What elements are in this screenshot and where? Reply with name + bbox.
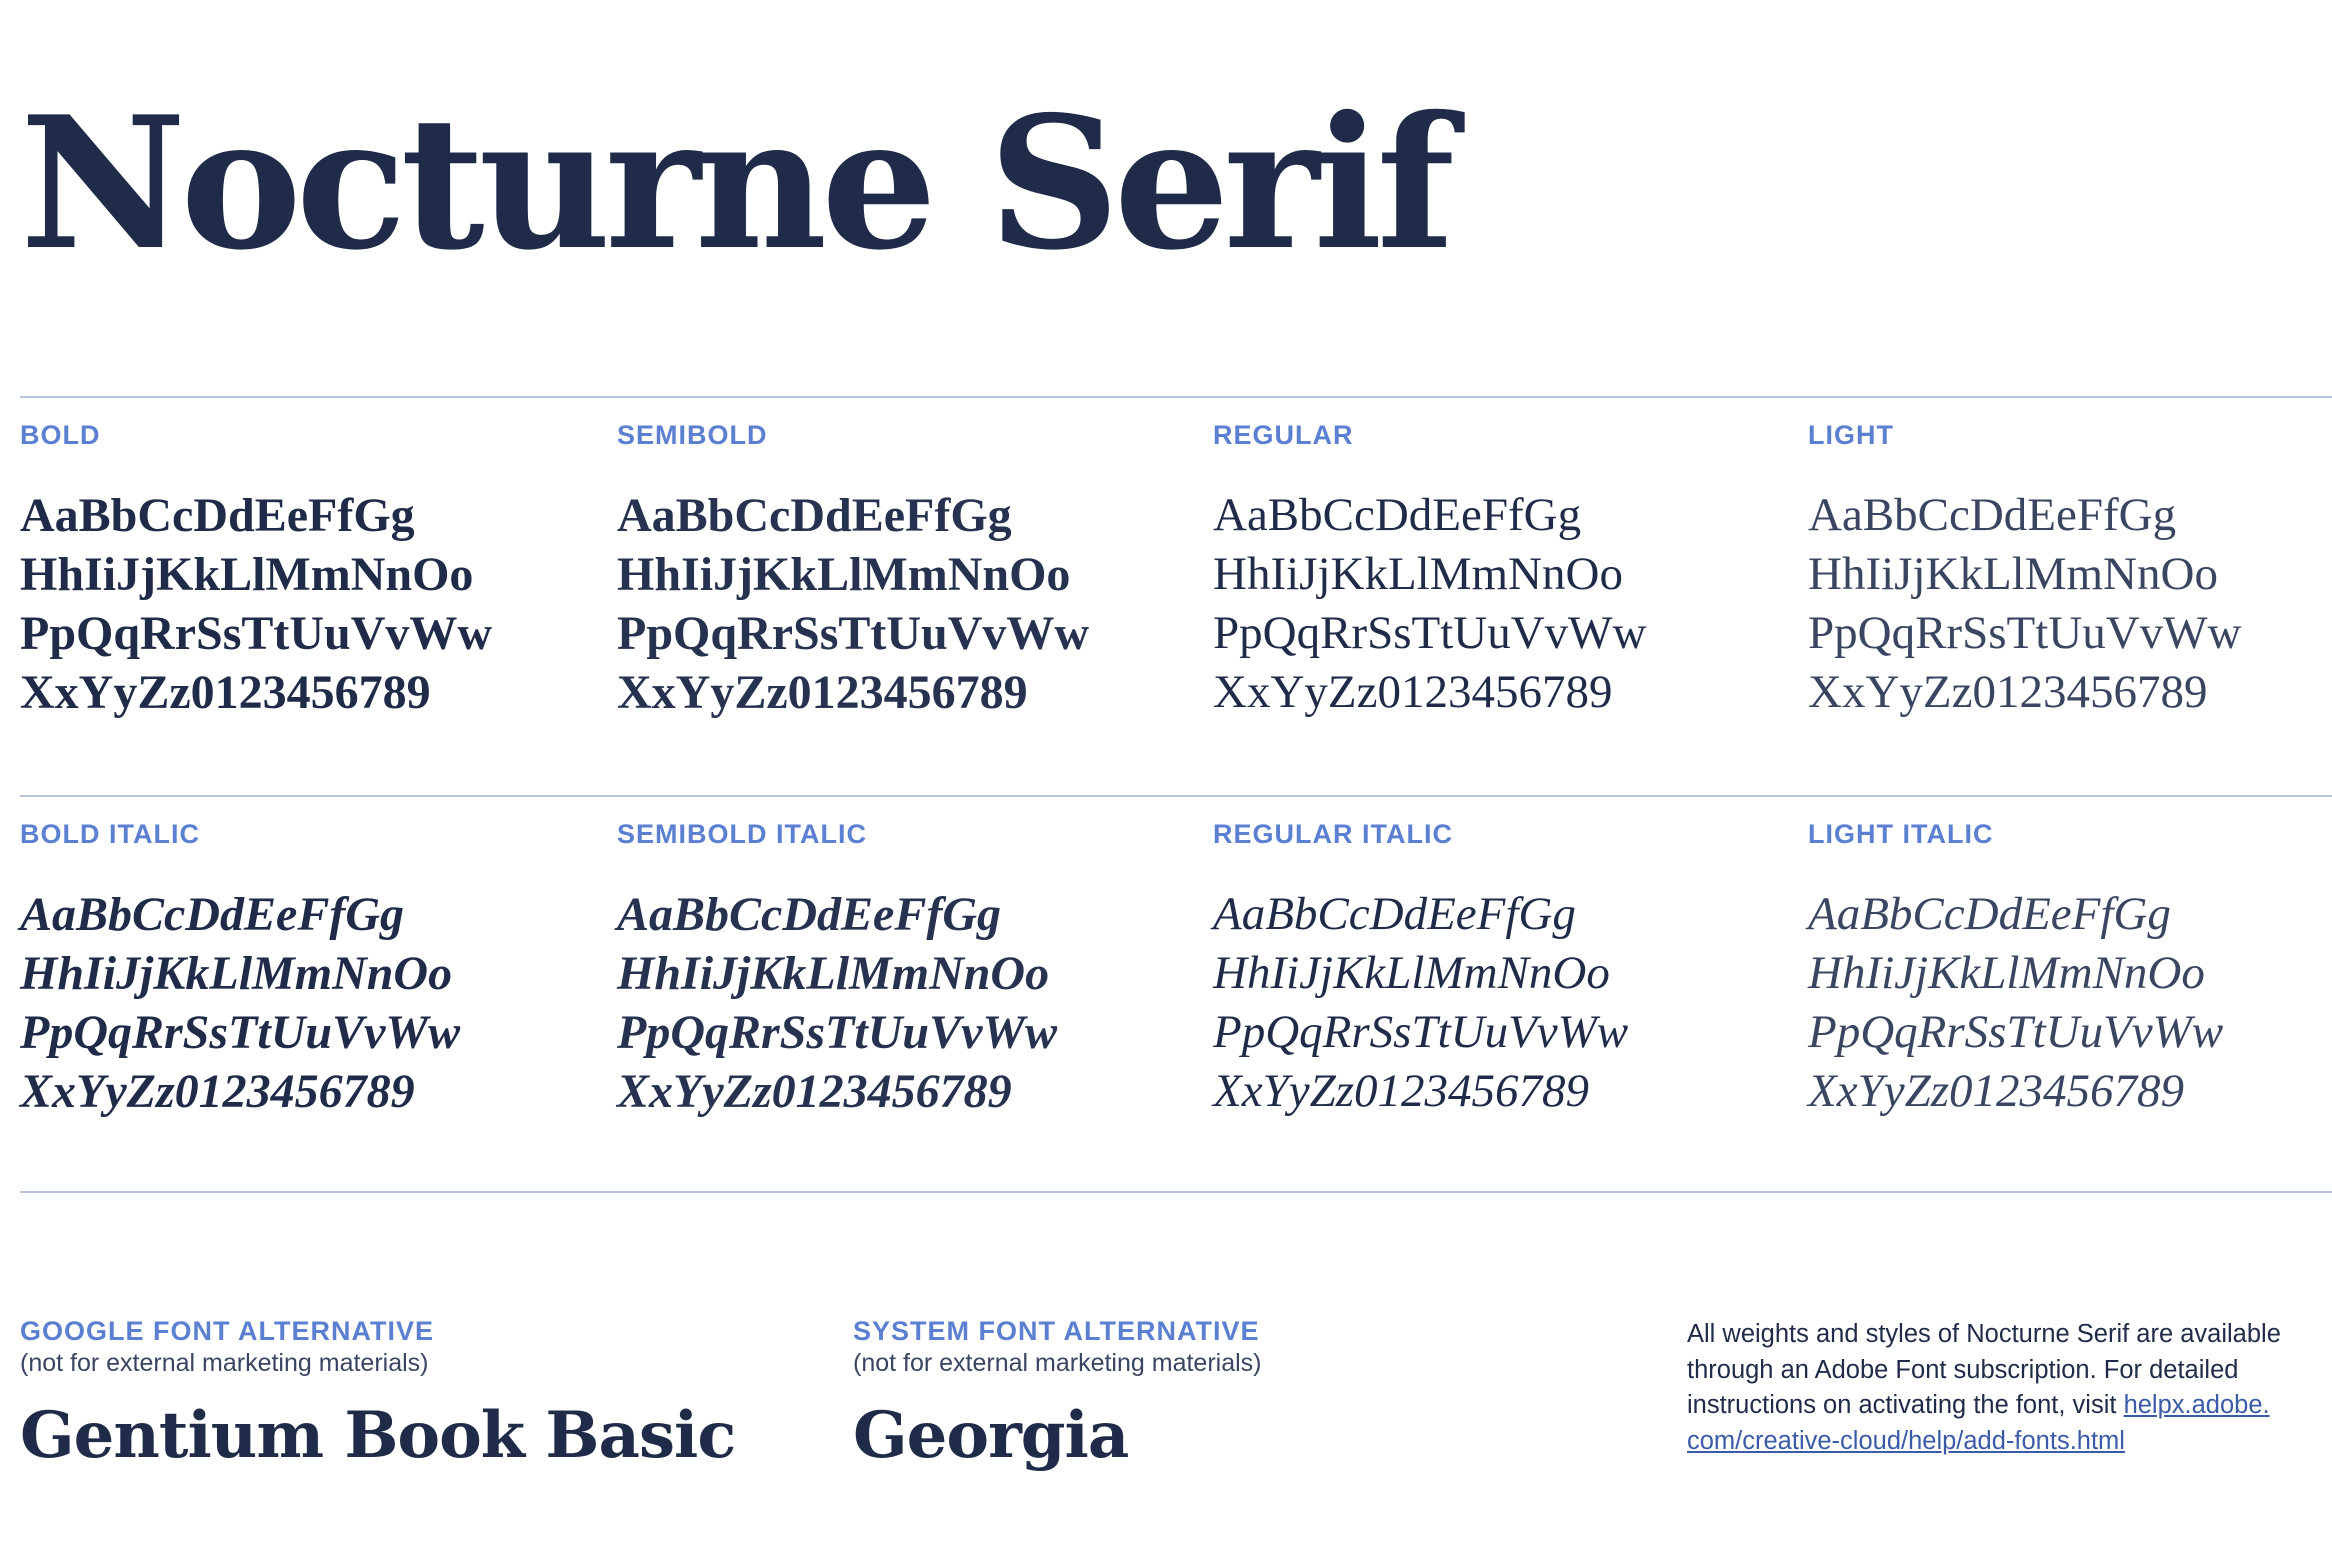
specimen [1808,486,2332,722]
specimen-line: HhIiJjKkLlMmNnOo [617,548,1071,601]
specimen [617,885,1207,1121]
adobe-help-link-continued[interactable]: com/creative-cloud/help/add-fonts.html [1687,1426,2125,1455]
style-label: SEMIBOLD [617,420,768,450]
style-label: SEMIBOLD ITALIC [617,819,867,849]
alt-font-name: Gentium Book Basic [20,1398,736,1473]
specimen-line: XxYyZz0123456789 [1808,1065,2184,1117]
style-semibold-italic [617,821,1207,1121]
specimen [1808,885,2332,1121]
availability-note [1687,1317,2297,1459]
specimen-line: HhIiJjKkLlMmNnOo [1213,548,1623,600]
specimen-line: PpQqRrSsTtUuVvWw [1213,1006,1629,1058]
specimen-line: XxYyZz0123456789 [1213,666,1613,718]
specimen-line: HhIiJjKkLlMmNnOo [20,947,453,1000]
specimen-line: HhIiJjKkLlMmNnOo [1808,548,2218,600]
specimen-line: PpQqRrSsTtUuVvWw [1808,1006,2224,1058]
style-regular-italic [1213,821,1803,1121]
alt-note: (not for external marketing materials) [853,1349,1262,1377]
style-light-italic [1808,821,2332,1121]
specimen-line: AaBbCcDdEeFfGg [617,489,1012,542]
style-label: BOLD ITALIC [20,819,200,849]
info-line: through an Adobe Font subscription. For detailed [1687,1355,2239,1384]
page-title: Nocturne Serif [20,76,1449,290]
specimen-line: AaBbCcDdEeFfGg [1213,888,1576,940]
alt-label: GOOGLE FONT ALTERNATIVE [20,1316,434,1346]
specimen-line: PpQqRrSsTtUuVvWw [617,1006,1058,1059]
divider-bottom [20,1191,2332,1193]
specimen-line: XxYyZz0123456789 [1808,666,2208,718]
info-line: All weights and styles of Nocturne Serif are available [1687,1320,2281,1348]
specimen-line: PpQqRrSsTtUuVvWw [1213,607,1647,659]
style-label: LIGHT ITALIC [1808,819,1994,849]
google-font-alternative [20,1316,736,1473]
style-bold [20,422,610,722]
specimen-line: AaBbCcDdEeFfGg [1808,489,2177,541]
specimen-line: XxYyZz0123456789 [617,666,1028,719]
divider-top [20,396,2332,398]
specimen [1213,885,1803,1121]
specimen-line: PpQqRrSsTtUuVvWw [1808,607,2242,659]
style-label: LIGHT [1808,420,1894,450]
specimen-line: XxYyZz0123456789 [20,1065,415,1118]
specimen [20,486,610,722]
style-semibold [617,422,1207,722]
specimen [20,885,610,1121]
specimen [617,486,1207,722]
system-font-alternative [853,1316,1262,1473]
specimen [1213,486,1803,722]
adobe-help-link[interactable]: helpx.adobe. [2123,1391,2270,1419]
specimen-line: XxYyZz0123456789 [1213,1065,1589,1117]
specimen-line: HhIiJjKkLlMmNnOo [1213,947,1610,999]
specimen-line: AaBbCcDdEeFfGg [20,888,404,941]
info-line [1687,1424,2297,1460]
info-text: instructions on activating the font, visit [1687,1391,2124,1419]
specimen-line: XxYyZz0123456789 [20,666,431,719]
alt-note: (not for external marketing materials) [20,1349,429,1377]
style-bold-italic [20,821,610,1121]
specimen-line: AaBbCcDdEeFfGg [1808,888,2171,940]
specimen-line: PpQqRrSsTtUuVvWw [20,607,493,660]
divider-middle [20,795,2332,797]
style-label: REGULAR [1213,420,1354,450]
style-label: BOLD [20,420,101,450]
style-label: REGULAR ITALIC [1213,819,1453,849]
specimen-line: XxYyZz0123456789 [617,1065,1012,1118]
specimen-line: HhIiJjKkLlMmNnOo [617,947,1050,1000]
specimen-line: AaBbCcDdEeFfGg [617,888,1001,941]
style-regular [1213,422,1803,722]
specimen-line: AaBbCcDdEeFfGg [1213,489,1582,541]
alt-font-name: Georgia [853,1398,1129,1473]
specimen-line: AaBbCcDdEeFfGg [20,489,415,542]
alt-label: SYSTEM FONT ALTERNATIVE [853,1316,1260,1346]
style-light [1808,422,2332,722]
specimen-line: HhIiJjKkLlMmNnOo [1808,947,2205,999]
specimen-line: PpQqRrSsTtUuVvWw [20,1006,461,1059]
specimen-line: PpQqRrSsTtUuVvWw [617,607,1090,660]
info-line [1687,1388,2297,1424]
specimen-line: HhIiJjKkLlMmNnOo [20,548,474,601]
